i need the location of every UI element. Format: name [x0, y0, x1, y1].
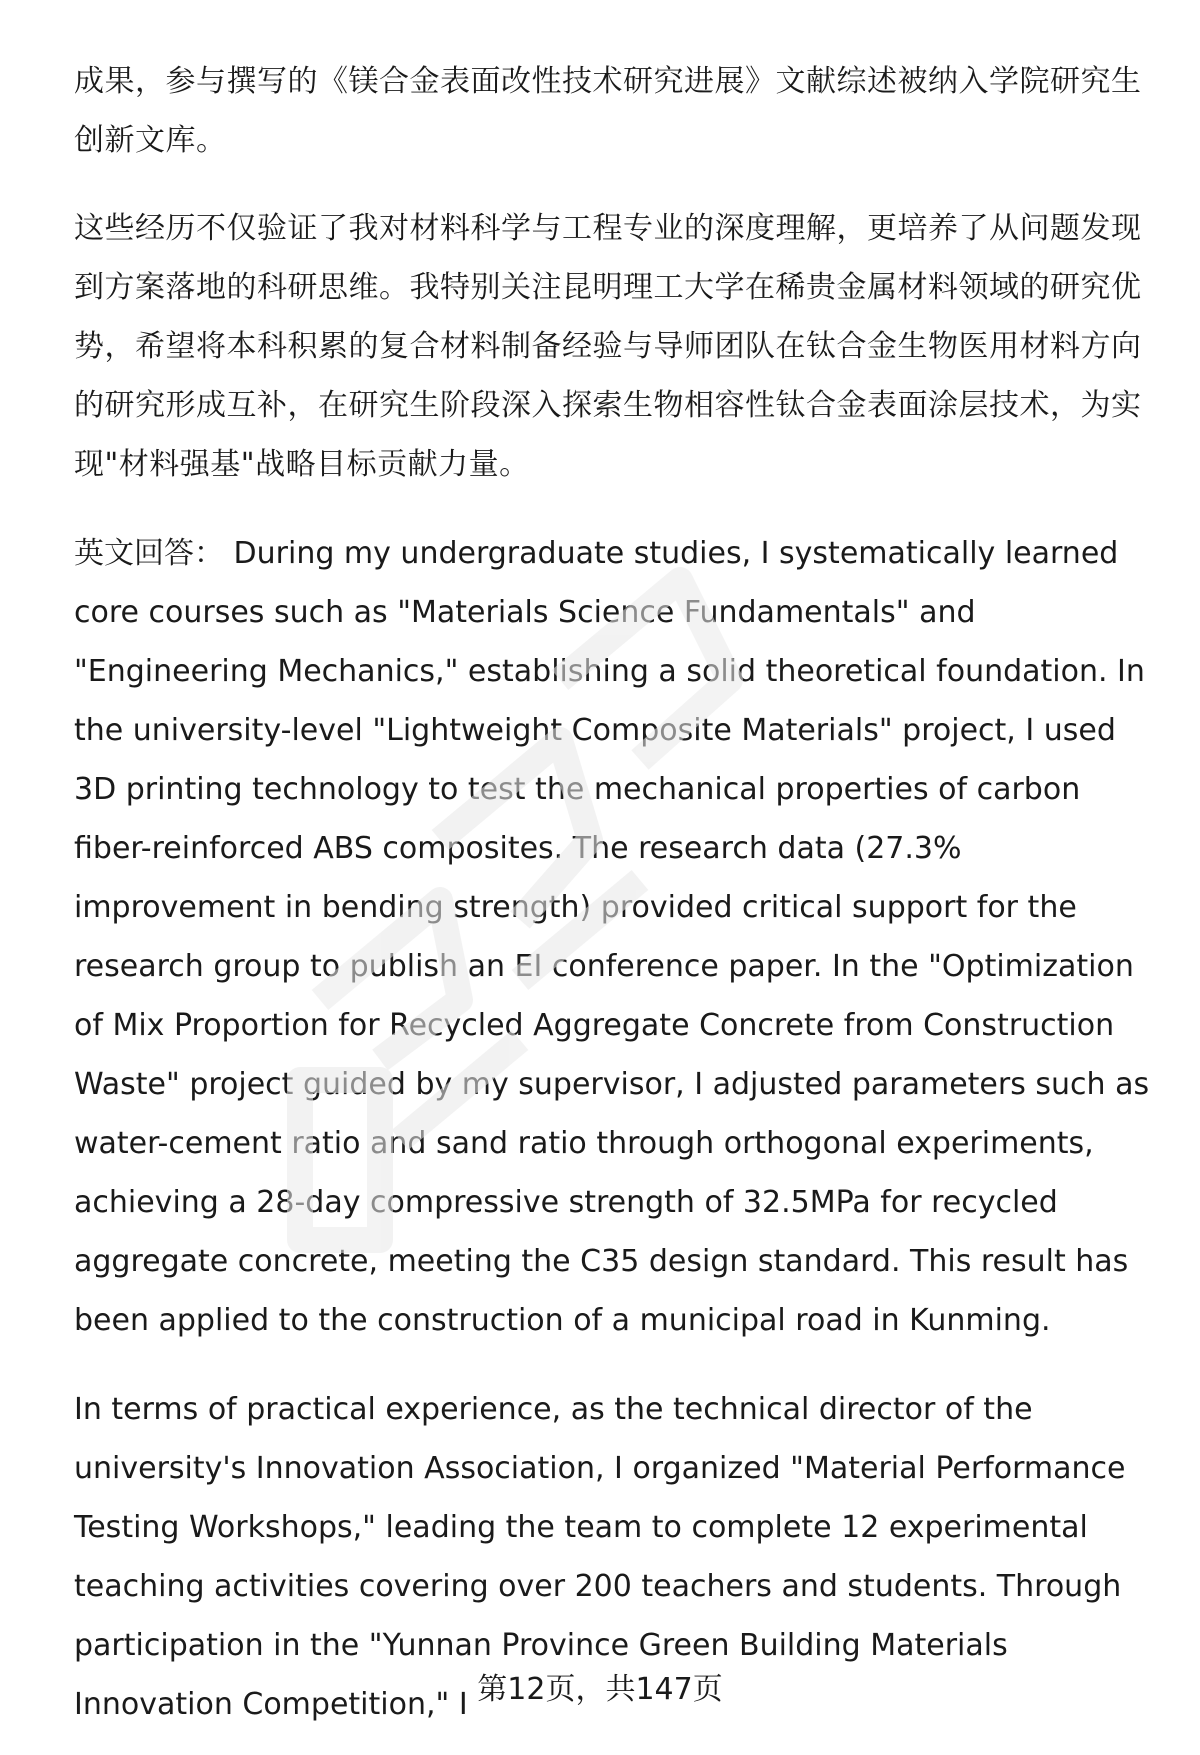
document-page	[74, 52, 1154, 1734]
paragraph-practical-experience: In terms of practical experience, as the technical director of the university's Innovation Association, I organized "Material Performance Testing Workshops," leading the team to complete 12 experimental teaching activities covering over 200 teachers and students. Through participation in the "Yunnan Province Green Building Materials Innovation Competition," I	[74, 1392, 1126, 1722]
paragraph-gap	[74, 494, 1154, 524]
page-number-footer: 第12页，共147页	[477, 1672, 723, 1707]
paragraph-english-answer: 英文回答： During my undergraduate studies, I systematically learned core courses such as "Materials Science Fundamentals" and "Engineering Mechanics," establishing a solid theoretical foundation. In the university-level "Lightweight Composite Materials" project, I used 3D printing technology to test the mechanical properties of carbon fiber-reinforced ABS composites. The research data (27.3% improvement in bending strength) provided critical support for the research group to publish an EI conference paper. In the "Optimization of Mix Proportion for Recycled Aggregate Concrete from Construction Waste" project guided by my supervisor, I adjusted parameters such as water-cement ratio and sand ratio through orthogonal experiments, achieving a 28-day compressive strength of 32.5MPa for recycled aggregate concrete, meeting the C35 design standard. This result has been applied to the construction of a municipal road in Kunming.	[74, 536, 1150, 1338]
paragraph-experience-summary: 这些经历不仅验证了我对材料科学与工程专业的深度理解，更培养了从问题发现到方案落地的科研思维。我特别关注昆明理工大学在稀贵金属材料领域的研究优势，希望将本科积累的复合材料制备经验与导师团队在钛合金生物医用材料方向的研究形成互补，在研究生阶段深入探索生物相容性钛合金表面涂层技术，为实现"材料强基"战略目标贡献力量。	[74, 211, 1142, 482]
paragraph-continuation: 成果，参与撰写的《镁合金表面改性技术研究进展》文献综述被纳入学院研究生创新文库。	[74, 64, 1142, 158]
paragraph-gap	[74, 170, 1154, 199]
paragraph-gap	[74, 1350, 1154, 1380]
